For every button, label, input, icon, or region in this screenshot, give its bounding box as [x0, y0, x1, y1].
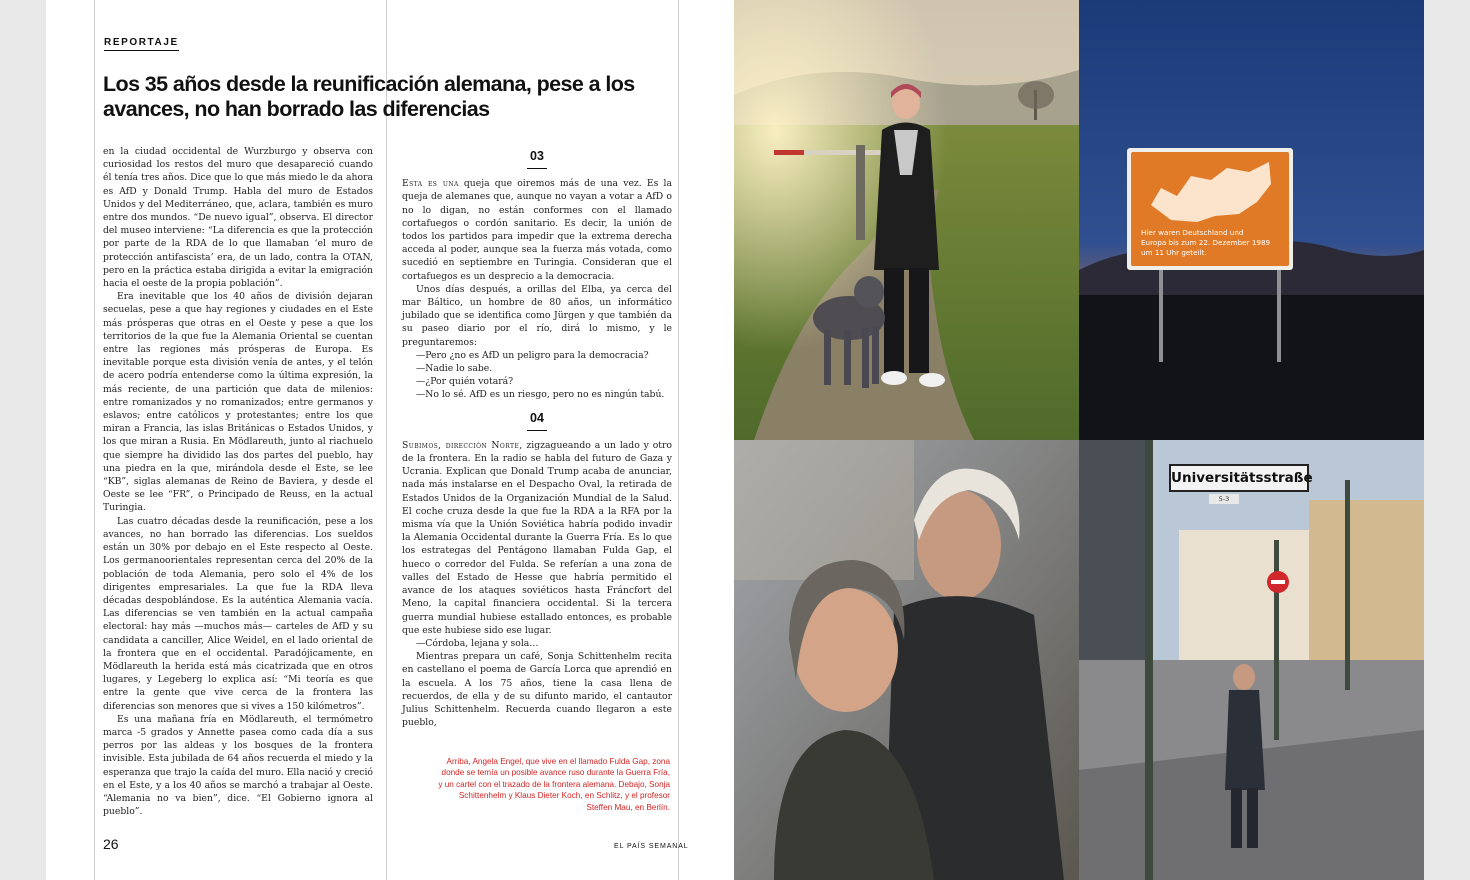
page-number: 26	[103, 836, 119, 852]
photo-border-sign	[1079, 0, 1424, 440]
photo-berlin-street	[1079, 440, 1424, 880]
lead-in: Esta es una	[402, 178, 459, 190]
sign-line: Hier waren Deutschland und	[1141, 228, 1244, 237]
section-label: REPORTAJE	[104, 37, 179, 51]
column-guide-line	[678, 0, 679, 880]
text-column-1	[103, 145, 373, 818]
sign-line: Europa bis zum 22. Dezember 1989	[1141, 238, 1271, 247]
section-number-04: 04	[402, 412, 672, 439]
section-number-03: 03	[402, 150, 672, 177]
left-page	[46, 0, 734, 880]
dialog-line: —Pero ¿no es AfD un peligro para la democracia?	[416, 349, 649, 361]
dialog-line: —¿Por quién votará?	[416, 376, 514, 388]
paragraph: Las cuatro décadas desde la reunificación, pese a los avances, no han borrado las diferencias. Los sueldos están un 30% por debajo en el Este respecto al Oeste. Los germanoorientales representan cerca del 20% de la población de toda Alemania, pero solo el 4% de los dirigentes empresariales. La que fue la RDA lleva décadas despoblándose. Es la auténtica Alemania vacía. Las diferencias se ven también en la actual campaña electoral: hay más —muchos más— carteles de AfD y su candidata a canciller, Alice Weidel, en el lado oriental de la frontera que en el occidental. Paradójicamente, en Mödlareuth la herida está más cicatrizada que en otros lugares, y Legeberg lo explica así: “Mi teoría es que entre la gente que vive cerca de la frontera las diferencias son menores que si vives a 150 kilómetros”.	[103, 515, 373, 712]
photo-caption: Arriba, Angela Engel, que vive en el llamado Fulda Gap, zona donde se temía un posible avance ruso durante la Guerra Fría, y un cartel con el trazado de la frontera alemana. Debajo, Sonja Schittenhelm y Klaus Dieter Koch, en Schlitz, y el profesor Steffen Mau, en Berlín.	[438, 757, 670, 812]
photo-woman-with-dog-image	[734, 0, 1079, 440]
column-guide-line	[94, 0, 95, 880]
paragraph: en la ciudad occidental de Wurzburgo y observa con curiosidad los restos del muro que desapareció cuando él tenía tres años. Dice que lo que más miedo le da ahora es AfD y Donald Trump. Habla del muro de Estados Unidos y del Mediterráneo, que, aclara, también es muro entre dos mundos. “De nuevo igual”, observa. El director del museo interviene: “La diferencia es que la protección por parte de la RDA de lo que llamaban ‘el muro de protección antifascista’ era, de un lado, contra la OTAN, pero en la práctica estaba dirigida a evitar la emigración hacia el oeste de la propia población”.	[103, 146, 373, 290]
sign-line: um 11 Uhr geteilt.	[1141, 248, 1207, 257]
dialog-line: —Nadie lo sabe.	[416, 363, 493, 375]
paragraph	[402, 439, 672, 637]
magazine-name: EL PAÍS SEMANAL	[614, 843, 689, 850]
photo-berlin-street-image	[1079, 440, 1424, 880]
lead-in: Subimos, dirección Norte,	[402, 439, 523, 451]
street-name-sign: Universitätsstraße	[1169, 464, 1309, 492]
text-column-2	[402, 150, 672, 729]
paragraph-text: zigzagueando a un lado y otro de la frontera. En la radio se habla del futuro de Gaza y Ucrania. Explican que Donald Trump acaba de anunciar, nada más instalarse en el Despacho Oval, la retirada de Estados Unidos de la Organización Mundial de la Salud. El coche cruza desde la que fue la RDA a la RFA por la misma vía que la Unión Soviética habría podido invadir la Alemania Occidental durante la Guerra Fría. Es lo que los estrategas del Pentágono llamaban Fulda Gap, el hueco o corredor del Fulda. Se referían a una zona de valles del Estado de Hesse que habría permitido el avance de los ataques soviéticos hasta Fráncfort del Meno, la capital financiera occidental. Si la tercera guerra mundial hubiese estallado entonces, es probable que este hubiese sido ese lugar.	[402, 439, 673, 636]
photo-couple-portrait-image	[734, 440, 1079, 880]
photo-couple-portrait	[734, 440, 1079, 880]
paragraph: Unos días después, a orillas del Elba, ya cerca del mar Báltico, un hombre de 80 años, un informático jubilado que se identifica como Jürgen y que también da su paseo diario por el río, dirá lo mismo, y le preguntaremos:	[402, 283, 672, 348]
paragraph: Era inevitable que los 40 años de división dejaran secuelas, pese a que hay regiones y ciudades en el Este más prósperas que otras en el Oeste y pese a que los territorios de la que fue la Alemania Oriental se cuentan entre las regiones más prósperas de Europa. Es inevitable porque esta división venía de antes, y el telón de acero podría entenderse como la última expresión, la más reciente, de una partición que data de milenios: entre romanizados y no romanizados; entre germanos y eslavos; entre católicos y protestantes; entre los que miran a Francia, las islas Británicas o Estados Unidos, y los que miran a Rusia. En Mödlareuth, junto al riachuelo que siempre ha dividido las dos partes del pueblo, hay una piedra en la que, mirándola desde el Este, se lee “KB”, siglas alemanas de Reino de Baviera, y desde el Oeste se lee “FR”, o Principado de Reuss, en la actual Turingia.	[103, 291, 373, 514]
dialog-line: —Córdoba, lejana y sola…	[416, 637, 539, 649]
column-guide-line	[386, 0, 387, 880]
street-number-plate: 5-3	[1209, 494, 1239, 504]
paragraph	[402, 177, 672, 283]
dialog-line: —No lo sé. AfD es un riesgo, pero no es ningún tabú.	[416, 389, 665, 401]
border-sign-text	[1141, 228, 1291, 258]
photo-woman-with-dog	[734, 0, 1079, 440]
article-headline: Los 35 años desde la reunificación alemana, pese a los avances, no han borrado las diferencias	[103, 72, 635, 121]
paragraph-text: queja que oiremos más de una vez. Es la queja de alemanes que, aunque no vayan a votar a AfD o no lo digan, no están conformes con el llamado cortafuegos o cordón sanitario. Es decir, la unión de todos los partidos para impedir que la extrema derecha acceda al poder, aunque sea la fuerza más votada, como sucedió en septiembre en Turingia. Consideran que el cortafuegos es un desprecio a la democracia.	[402, 178, 673, 282]
paragraph: Mientras prepara un café, Sonja Schittenhelm recita en castellano el poema de García Lorca que aprendió en la escuela. A los 75 años, tiene la casa llena de recuerdos, de ella y de su difunto marido, el cantautor Julius Schittenhelm. Recuerda cuando llegaron a este pueblo,	[402, 651, 672, 729]
photo-border-sign-image	[1079, 0, 1424, 440]
paragraph: Es una mañana fría en Mödlareuth, el termómetro marca -5 grados y Annette pasea como cada día a sus perros por las aldeas y los bosques de la frontera invisible. Esta jubilada de 64 años recuerda el miedo y la esperanza que trajo la caída del muro. Ella nació y creció en el Este, y a los 40 años se marchó a trabajar al Oeste. “Alemania no va bien”, dice. “El Gobierno ignora al pueblo”.	[103, 713, 373, 818]
